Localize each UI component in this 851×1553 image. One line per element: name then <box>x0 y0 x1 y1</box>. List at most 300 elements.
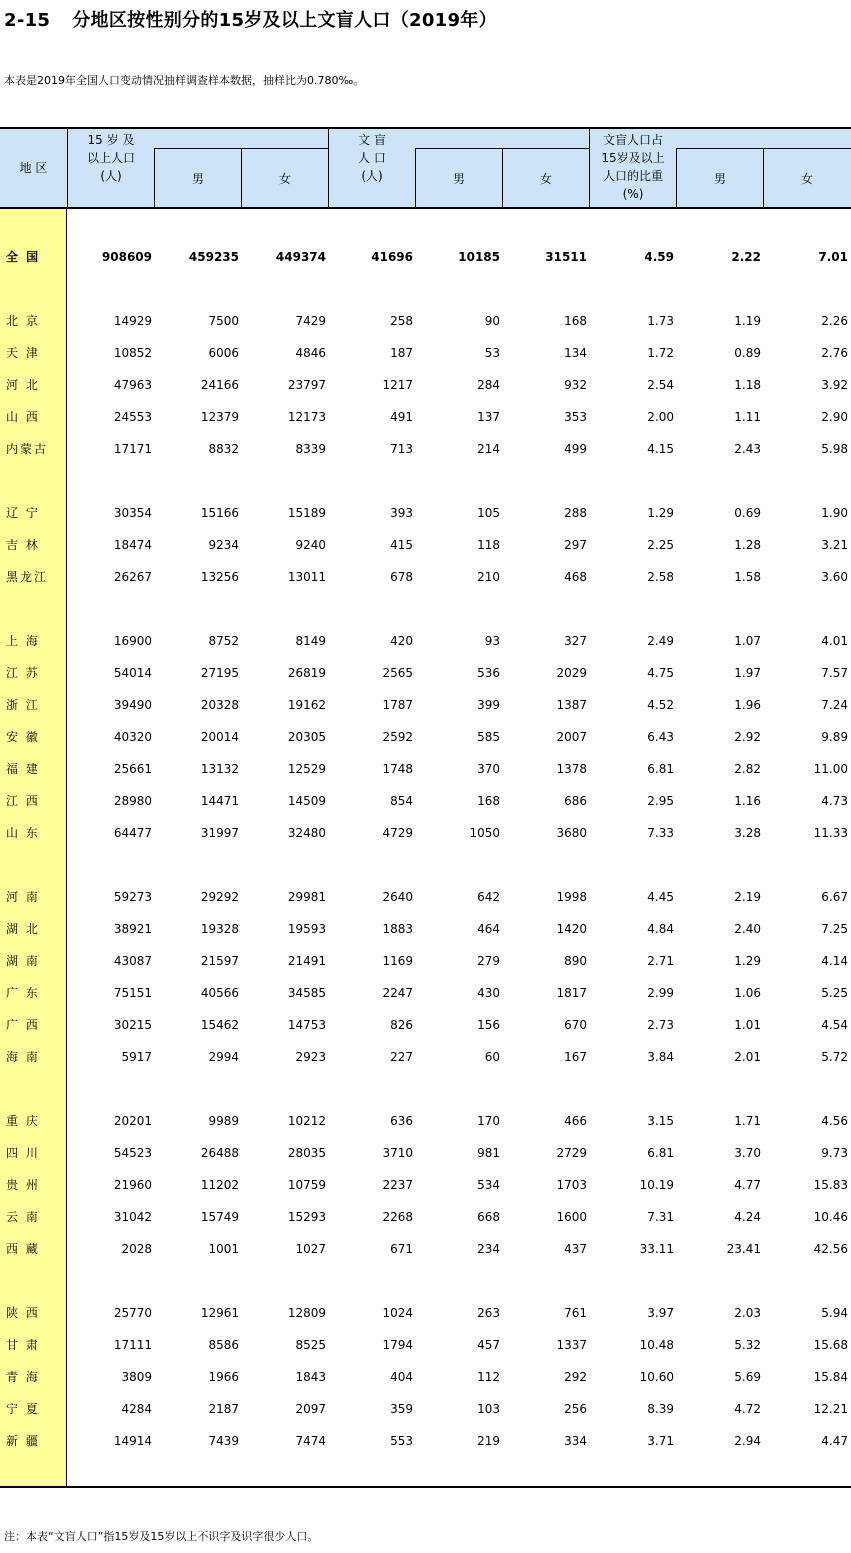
table-cell: 536 <box>477 666 500 680</box>
table-cell: 31511 <box>545 250 587 264</box>
table-cell: 59273 <box>113 890 152 904</box>
table-cell: 10.48 <box>639 1338 674 1352</box>
table-cell: 1050 <box>469 826 500 840</box>
table-row <box>0 791 851 811</box>
table-cell: 7439 <box>208 1434 239 1448</box>
table-cell: 43087 <box>113 954 152 968</box>
region-name: 福 建 <box>6 762 40 776</box>
header-illiterate-female: 女 <box>539 172 552 186</box>
table-cell: 4.84 <box>647 922 674 936</box>
table-row <box>0 823 851 843</box>
table-cell: 7.33 <box>647 826 674 840</box>
table-cell: 2923 <box>295 1050 326 1064</box>
table-cell: 4.15 <box>647 442 674 456</box>
table-cell: 5.72 <box>821 1050 848 1064</box>
table-cell: 4.77 <box>734 1178 761 1192</box>
table-cell: 4.45 <box>647 890 674 904</box>
region-name: 山 西 <box>6 410 40 424</box>
table-cell: 4.52 <box>647 698 674 712</box>
table-cell: 2.40 <box>734 922 761 936</box>
table-cell: 2007 <box>556 730 587 744</box>
table-cell: 2237 <box>382 1178 413 1192</box>
table-cell: 28035 <box>287 1146 326 1160</box>
table-cell: 4846 <box>295 346 326 360</box>
table-cell: 90 <box>484 314 500 328</box>
table-cell: 7.01 <box>818 250 848 264</box>
table-cell: 2.90 <box>821 410 848 424</box>
table-cell: 20014 <box>200 730 239 744</box>
header-ratio-male: 男 <box>713 172 726 186</box>
table-cell: 981 <box>477 1146 500 1160</box>
table-cell: 41696 <box>371 250 413 264</box>
table-cell: 214 <box>477 442 500 456</box>
table-cell: 3.71 <box>647 1434 674 1448</box>
table-row <box>0 1207 851 1227</box>
table-cell: 1.72 <box>647 346 674 360</box>
table-cell: 2.94 <box>734 1434 761 1448</box>
table-cell: 1600 <box>556 1210 587 1224</box>
table-cell: 263 <box>477 1306 500 1320</box>
table-cell: 134 <box>564 346 587 360</box>
table-cell: 13132 <box>200 762 239 776</box>
table-cell: 415 <box>390 538 413 552</box>
table-subtitle: 本表是2019年全国人口变动情况抽样调查样本数据，抽样比为0.780‰。 <box>4 74 365 87</box>
table-row <box>0 1047 851 1067</box>
table-cell: 10212 <box>287 1114 326 1128</box>
table-row <box>0 375 851 395</box>
table-cell: 3.21 <box>821 538 848 552</box>
table-cell: 1.71 <box>734 1114 761 1128</box>
table-cell: 4.24 <box>734 1210 761 1224</box>
table-cell: 3.92 <box>821 378 848 392</box>
table-cell: 908609 <box>101 250 152 264</box>
table-cell: 219 <box>477 1434 500 1448</box>
table-cell: 1703 <box>556 1178 587 1192</box>
table-cell: 4729 <box>382 826 413 840</box>
table-cell: 1998 <box>556 890 587 904</box>
table-cell: 9234 <box>208 538 239 552</box>
table-cell: 457 <box>477 1338 500 1352</box>
region-name: 辽 宁 <box>6 506 40 520</box>
region-name: 黑龙江 <box>6 570 49 584</box>
table-cell: 14914 <box>113 1434 152 1448</box>
table-cell: 21597 <box>200 954 239 968</box>
table-row <box>0 311 851 331</box>
table-cell: 8.39 <box>647 1402 674 1416</box>
table-cell: 2.22 <box>731 250 761 264</box>
table-cell: 499 <box>564 442 587 456</box>
footnote: 注：本表“文盲人口”指15岁及15岁以上不识字及识字很少人口。 <box>4 1530 319 1543</box>
table-cell: 234 <box>477 1242 500 1256</box>
table-cell: 5.25 <box>821 986 848 1000</box>
header-region: 地 区 <box>19 161 48 175</box>
table-cell: 1.90 <box>821 506 848 520</box>
table-cell: 168 <box>477 794 500 808</box>
table-cell: 54014 <box>113 666 152 680</box>
table-cell: 1.01 <box>734 1018 761 1032</box>
region-name: 山 东 <box>6 826 40 840</box>
table-cell: 6.81 <box>647 762 674 776</box>
table-cell: 1817 <box>556 986 587 1000</box>
table-cell: 8586 <box>208 1338 239 1352</box>
table-cell: 64477 <box>113 826 152 840</box>
table-cell: 890 <box>564 954 587 968</box>
table-cell: 449374 <box>275 250 326 264</box>
header-illiterate-male: 男 <box>452 172 465 186</box>
table-cell: 12.21 <box>813 1402 848 1416</box>
table-cell: 26488 <box>200 1146 239 1160</box>
region-name: 吉 林 <box>6 538 40 552</box>
region-name: 西 藏 <box>6 1242 40 1256</box>
table-cell: 10.60 <box>639 1370 674 1384</box>
table-cell: 10852 <box>113 346 152 360</box>
table-cell: 103 <box>477 1402 500 1416</box>
table-cell: 2097 <box>295 1402 326 1416</box>
table-cell: 6.67 <box>821 890 848 904</box>
table-cell: 167 <box>564 1050 587 1064</box>
header-illiterate: 文 盲 人 口 (人) <box>358 133 386 183</box>
table-cell: 170 <box>477 1114 500 1128</box>
region-name: 新 疆 <box>6 1434 40 1448</box>
table-cell: 713 <box>390 442 413 456</box>
table-row <box>0 439 851 459</box>
table-cell: 7.25 <box>821 922 848 936</box>
table-cell: 2.25 <box>647 538 674 552</box>
table-cell: 826 <box>390 1018 413 1032</box>
table-cell: 2.54 <box>647 378 674 392</box>
region-name: 内蒙古 <box>6 442 49 456</box>
table-cell: 3.70 <box>734 1146 761 1160</box>
table-cell: 430 <box>477 986 500 1000</box>
table-body <box>0 209 851 1488</box>
region-name: 天 津 <box>6 346 40 360</box>
table-cell: 14471 <box>200 794 239 808</box>
table-cell: 40320 <box>113 730 152 744</box>
table-cell: 404 <box>390 1370 413 1384</box>
table-cell: 137 <box>477 410 500 424</box>
table-row <box>0 1143 851 1163</box>
table-cell: 19593 <box>287 922 326 936</box>
table-cell: 8525 <box>295 1338 326 1352</box>
table-row <box>0 407 851 427</box>
table-cell: 393 <box>390 506 413 520</box>
table-cell: 227 <box>390 1050 413 1064</box>
table-cell: 636 <box>390 1114 413 1128</box>
table-cell: 1.16 <box>734 794 761 808</box>
table-cell: 4.01 <box>821 634 848 648</box>
table-cell: 3.84 <box>647 1050 674 1064</box>
table-row <box>0 1015 851 1035</box>
table-cell: 2028 <box>121 1242 152 1256</box>
table-cell: 26267 <box>113 570 152 584</box>
table-cell: 2.43 <box>734 442 761 456</box>
table-cell: 2994 <box>208 1050 239 1064</box>
region-name: 上 海 <box>6 634 40 648</box>
table-cell: 12809 <box>287 1306 326 1320</box>
table-cell: 468 <box>564 570 587 584</box>
table-cell: 1337 <box>556 1338 587 1352</box>
table-cell: 459235 <box>188 250 239 264</box>
table-cell: 21960 <box>113 1178 152 1192</box>
table-cell: 2029 <box>556 666 587 680</box>
table-row <box>0 567 851 587</box>
table-cell: 686 <box>564 794 587 808</box>
table-cell: 399 <box>477 698 500 712</box>
region-name: 广 西 <box>6 1018 40 1032</box>
table-cell: 21491 <box>287 954 326 968</box>
page-title <box>4 6 497 32</box>
table-cell: 3809 <box>121 1370 152 1384</box>
table-cell: 4284 <box>121 1402 152 1416</box>
table-cell: 1843 <box>295 1370 326 1384</box>
table-cell: 585 <box>477 730 500 744</box>
table-cell: 112 <box>477 1370 500 1384</box>
table-row <box>0 1303 851 1323</box>
table-cell: 18474 <box>113 538 152 552</box>
table-cell: 8832 <box>208 442 239 456</box>
header-population: 15 岁 及 以上人口 (人) <box>86 133 135 183</box>
table-cell: 14509 <box>287 794 326 808</box>
table-cell: 2.99 <box>647 986 674 1000</box>
table-cell: 9240 <box>295 538 326 552</box>
table-cell: 42.56 <box>813 1242 848 1256</box>
table-cell: 118 <box>477 538 500 552</box>
table-cell: 4.14 <box>821 954 848 968</box>
table-cell: 29292 <box>200 890 239 904</box>
table-row <box>0 1239 851 1259</box>
table-cell: 7.24 <box>821 698 848 712</box>
table-cell: 1966 <box>208 1370 239 1384</box>
table-cell: 14753 <box>287 1018 326 1032</box>
table-cell: 5.69 <box>734 1370 761 1384</box>
table-cell: 1.18 <box>734 378 761 392</box>
table-cell: 256 <box>564 1402 587 1416</box>
table-cell: 437 <box>564 1242 587 1256</box>
table-cell: 2.19 <box>734 890 761 904</box>
table-cell: 24166 <box>200 378 239 392</box>
table-cell: 4.54 <box>821 1018 848 1032</box>
table-cell: 6.81 <box>647 1146 674 1160</box>
table-cell: 39490 <box>113 698 152 712</box>
table-cell: 17111 <box>113 1338 152 1352</box>
table-cell: 2592 <box>382 730 413 744</box>
table-cell: 7429 <box>295 314 326 328</box>
data-table <box>0 127 851 1488</box>
table-cell: 17171 <box>113 442 152 456</box>
table-cell: 19162 <box>287 698 326 712</box>
table-cell: 15.83 <box>813 1178 848 1192</box>
region-name: 云 南 <box>6 1210 40 1224</box>
table-cell: 359 <box>390 1402 413 1416</box>
table-row <box>0 1367 851 1387</box>
table-row <box>0 695 851 715</box>
table-cell: 9.73 <box>821 1146 848 1160</box>
table-cell: 12379 <box>200 410 239 424</box>
table-cell: 10.19 <box>639 1178 674 1192</box>
table-cell: 491 <box>390 410 413 424</box>
table-cell: 11202 <box>200 1178 239 1192</box>
table-cell: 2268 <box>382 1210 413 1224</box>
table-cell: 464 <box>477 922 500 936</box>
table-cell: 38921 <box>113 922 152 936</box>
table-row <box>0 759 851 779</box>
table-row <box>0 887 851 907</box>
table-cell: 4.56 <box>821 1114 848 1128</box>
table-row <box>0 343 851 363</box>
table-cell: 3.60 <box>821 570 848 584</box>
table-cell: 3710 <box>382 1146 413 1160</box>
table-cell: 668 <box>477 1210 500 1224</box>
table-title: 分地区按性别分的15岁及以上文盲人口（2019年） <box>72 10 497 31</box>
table-cell: 8339 <box>295 442 326 456</box>
table-cell: 23797 <box>287 378 326 392</box>
table-cell: 9.89 <box>821 730 848 744</box>
region-name: 贵 州 <box>6 1178 40 1192</box>
table-cell: 5917 <box>121 1050 152 1064</box>
table-cell: 678 <box>390 570 413 584</box>
table-cell: 3680 <box>556 826 587 840</box>
table-cell: 670 <box>564 1018 587 1032</box>
table-cell: 932 <box>564 378 587 392</box>
table-cell: 854 <box>390 794 413 808</box>
table-cell: 6.43 <box>647 730 674 744</box>
table-cell: 31997 <box>200 826 239 840</box>
table-cell: 27195 <box>200 666 239 680</box>
table-row <box>0 1111 851 1131</box>
region-name: 江 西 <box>6 794 40 808</box>
table-cell: 7.57 <box>821 666 848 680</box>
table-cell: 2.01 <box>734 1050 761 1064</box>
table-row <box>0 951 851 971</box>
table-cell: 34585 <box>287 986 326 1000</box>
table-cell: 370 <box>477 762 500 776</box>
region-name: 江 苏 <box>6 666 40 680</box>
table-cell: 1420 <box>556 922 587 936</box>
table-cell: 5.32 <box>734 1338 761 1352</box>
table-cell: 1378 <box>556 762 587 776</box>
table-cell: 1.97 <box>734 666 761 680</box>
table-cell: 0.89 <box>734 346 761 360</box>
table-cell: 12961 <box>200 1306 239 1320</box>
table-cell: 29981 <box>287 890 326 904</box>
table-cell: 187 <box>390 346 413 360</box>
table-cell: 8752 <box>208 634 239 648</box>
table-cell: 15749 <box>200 1210 239 1224</box>
table-cell: 2247 <box>382 986 413 1000</box>
table-cell: 1.96 <box>734 698 761 712</box>
table-cell: 1027 <box>295 1242 326 1256</box>
table-row <box>0 1399 851 1419</box>
table-cell: 292 <box>564 1370 587 1384</box>
table-cell: 1.58 <box>734 570 761 584</box>
table-cell: 1217 <box>382 378 413 392</box>
table-cell: 31042 <box>113 1210 152 1224</box>
table-cell: 12529 <box>287 762 326 776</box>
table-cell: 10.46 <box>813 1210 848 1224</box>
header-ratio-female: 女 <box>800 172 813 186</box>
table-cell: 60 <box>484 1050 500 1064</box>
region-name: 甘 肃 <box>6 1338 40 1352</box>
table-cell: 24553 <box>113 410 152 424</box>
region-name: 全 国 <box>6 250 41 264</box>
table-cell: 2.76 <box>821 346 848 360</box>
table-row <box>0 503 851 523</box>
table-cell: 1.29 <box>734 954 761 968</box>
table-row <box>0 631 851 651</box>
table-cell: 288 <box>564 506 587 520</box>
table-cell: 13011 <box>287 570 326 584</box>
header-population-female: 女 <box>278 172 291 186</box>
table-cell: 7500 <box>208 314 239 328</box>
table-header <box>0 127 851 209</box>
table-cell: 1169 <box>382 954 413 968</box>
table-cell: 2565 <box>382 666 413 680</box>
table-cell: 7474 <box>295 1434 326 1448</box>
table-cell: 327 <box>564 634 587 648</box>
region-column <box>0 209 67 1486</box>
table-cell: 210 <box>477 570 500 584</box>
table-cell: 761 <box>564 1306 587 1320</box>
table-cell: 11.33 <box>813 826 848 840</box>
header-population-male: 男 <box>191 172 204 186</box>
table-row <box>0 1175 851 1195</box>
region-name: 北 京 <box>6 314 40 328</box>
table-cell: 15.84 <box>813 1370 848 1384</box>
table-row-total <box>0 247 851 267</box>
region-name: 河 南 <box>6 890 40 904</box>
table-cell: 2729 <box>556 1146 587 1160</box>
table-cell: 15.68 <box>813 1338 848 1352</box>
table-cell: 1.11 <box>734 410 761 424</box>
table-cell: 2.71 <box>647 954 674 968</box>
table-cell: 1.19 <box>734 314 761 328</box>
table-cell: 279 <box>477 954 500 968</box>
table-cell: 30215 <box>113 1018 152 1032</box>
table-cell: 11.00 <box>813 762 848 776</box>
table-cell: 40566 <box>200 986 239 1000</box>
table-cell: 14929 <box>113 314 152 328</box>
table-cell: 334 <box>564 1434 587 1448</box>
table-cell: 8149 <box>295 634 326 648</box>
table-cell: 20305 <box>287 730 326 744</box>
table-cell: 5.98 <box>821 442 848 456</box>
table-cell: 33.11 <box>639 1242 674 1256</box>
table-row <box>0 983 851 1003</box>
table-cell: 15189 <box>287 506 326 520</box>
region-name: 浙 江 <box>6 698 40 712</box>
table-cell: 9989 <box>208 1114 239 1128</box>
table-row <box>0 663 851 683</box>
table-cell: 4.47 <box>821 1434 848 1448</box>
region-name: 湖 南 <box>6 954 40 968</box>
table-cell: 2.82 <box>734 762 761 776</box>
table-cell: 15462 <box>200 1018 239 1032</box>
table-cell: 1794 <box>382 1338 413 1352</box>
table-cell: 4.73 <box>821 794 848 808</box>
region-name: 河 北 <box>6 378 40 392</box>
table-cell: 5.94 <box>821 1306 848 1320</box>
table-cell: 1.07 <box>734 634 761 648</box>
region-name: 陕 西 <box>6 1306 40 1320</box>
table-cell: 2.73 <box>647 1018 674 1032</box>
table-cell: 534 <box>477 1178 500 1192</box>
table-cell: 3.15 <box>647 1114 674 1128</box>
table-cell: 4.75 <box>647 666 674 680</box>
table-cell: 1.28 <box>734 538 761 552</box>
table-cell: 2.00 <box>647 410 674 424</box>
table-cell: 2640 <box>382 890 413 904</box>
table-row <box>0 535 851 555</box>
